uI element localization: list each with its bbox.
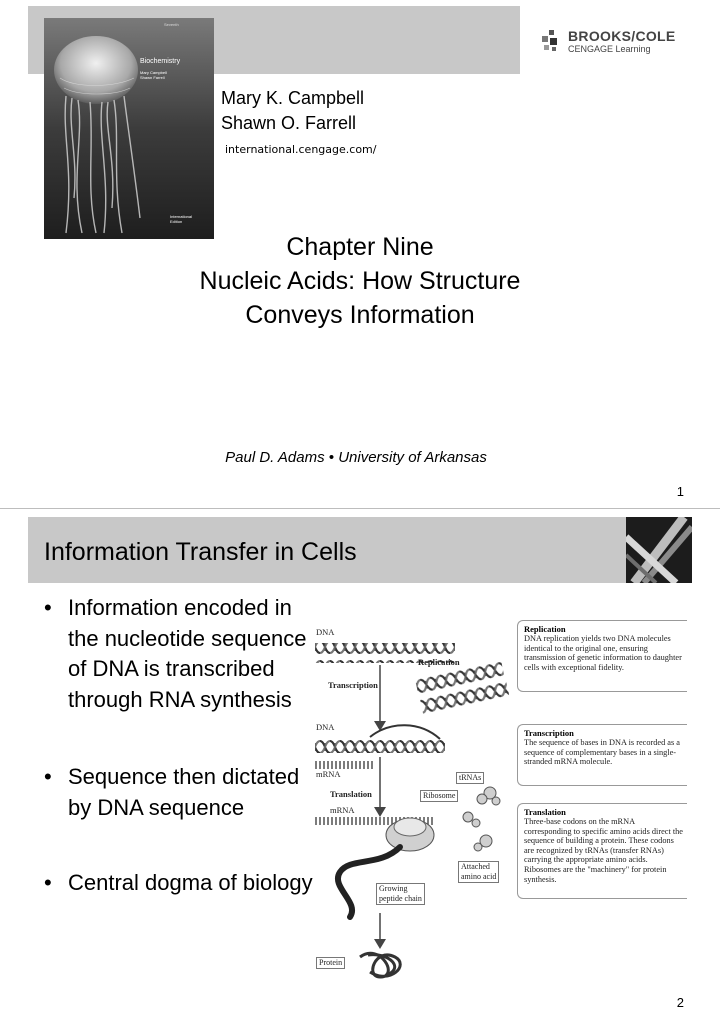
cover-title: Biochemistry (140, 58, 181, 65)
figure-label-translation: Translation (330, 789, 372, 799)
chapter-title (0, 230, 720, 332)
slide-title-bar (28, 517, 626, 583)
cover-authors: Mary Campbell Shawn Farrell (140, 70, 167, 80)
figure-label-replication: Replication (418, 657, 460, 667)
cover-edition-number: Seventh (164, 22, 179, 27)
slide-2 (0, 509, 720, 1019)
figure-label-trnas: tRNAs (456, 772, 484, 784)
author-name: Shawn O. Farrell (221, 113, 357, 133)
page-number: 2 (676, 995, 684, 1010)
figure-panel-transcription (517, 724, 687, 786)
publisher-logo-icon (540, 30, 564, 54)
dna-helix-middle (315, 735, 445, 753)
mrna-strand (315, 761, 375, 769)
book-cover-image (44, 18, 214, 239)
figure-label-mrna: mRNA (316, 769, 341, 779)
bullet-item: • Sequence then dictated by DNA sequence (44, 764, 300, 820)
presenter-credit: Paul D. Adams • University of Arkansas (225, 449, 487, 466)
panel-body: The sequence of bases in DNA is recorded as a sequence of complementary bases in a single-stranded mRNA molecule. (524, 738, 680, 767)
chapter-title-line: Nucleic Acids: How Structure (199, 267, 521, 295)
figure-label-dna: DNA (316, 722, 335, 732)
page-number: 1 (676, 484, 684, 499)
bullet-item: • Information encoded in the nucleotide sequence of DNA is transcribed through RNA synthesis (44, 595, 307, 712)
panel-heading: Transcription (524, 728, 574, 738)
cover-edition-label: International Edition (170, 214, 193, 224)
author-name: Mary K. Campbell (221, 88, 365, 108)
chapter-title-line: Chapter Nine (286, 233, 434, 261)
figure-label-growing-peptide-chain: Growing peptide chain (376, 883, 425, 905)
panel-body: DNA replication yields two DNA molecules identical to the original one, ensuring transmission of genetic information to daughter cells with exceptional fidelity. (524, 634, 682, 672)
bullet-list (44, 593, 314, 899)
figure-label-ribosome: Ribosome (420, 790, 458, 802)
figure-label-mrna: mRNA (330, 805, 355, 815)
panel-heading: Replication (524, 624, 566, 634)
dna-helix-image (626, 517, 692, 583)
figure-panel-translation (517, 803, 687, 899)
author-list (221, 86, 364, 136)
slide-1 (0, 0, 720, 509)
figure-label-protein: Protein (316, 957, 345, 969)
figure-panel-replication (517, 620, 687, 692)
trna-shape (463, 787, 500, 851)
panel-body: Three-base codons on the mRNA corresponding to specific amino acids direct the sequence of building a protein. These codons are recognized by tRNAs (transfer RNAs) carrying the appropriate amino acids. Ribosomes are the "machinery" for protein synthesis. (524, 817, 683, 884)
publisher-url: international.cengage.com/ (225, 143, 377, 156)
central-dogma-figure (310, 617, 685, 987)
figure-label-transcription: Transcription (328, 680, 378, 690)
figure-label-dna: DNA (316, 627, 335, 637)
slide-title: Information Transfer in Cells (44, 538, 357, 566)
peptide-chain-shape (338, 847, 400, 917)
chapter-title-line: Conveys Information (245, 301, 475, 329)
publisher-logo (540, 28, 680, 58)
publisher-logo-cengage: CENGAGE Learning (568, 44, 651, 54)
publisher-logo-brooks-cole: BROOKS/COLE (568, 28, 676, 44)
panel-heading: Translation (524, 807, 566, 817)
figure-label-attached-amino-acid: Attached amino acid (458, 861, 499, 883)
protein-shape (360, 953, 400, 977)
bullet-item: • Central dogma of biology (44, 870, 313, 895)
